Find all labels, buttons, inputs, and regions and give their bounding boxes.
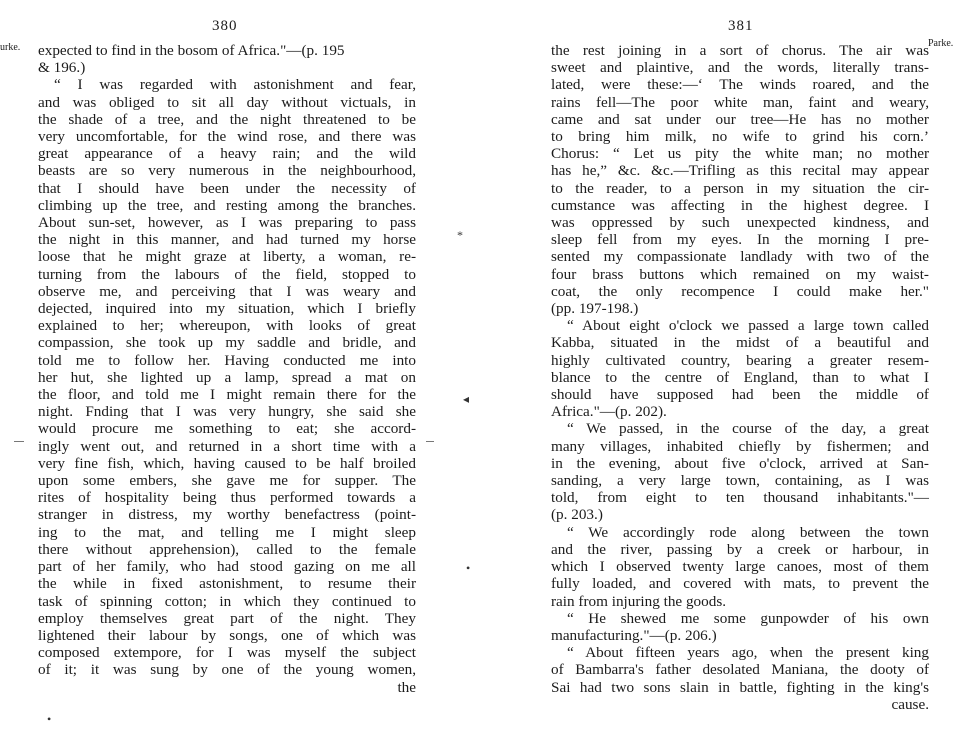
text-line: “ About eight o'clock we passed a large town called bbox=[567, 317, 929, 335]
text-line: “ We passed, in the course of the day, a great bbox=[567, 420, 929, 438]
text-line: beasts are so very numerous in the neighbourhood, bbox=[38, 162, 416, 180]
left-text-column bbox=[38, 42, 416, 696]
text-line: the rest joining in a sort of chorus. The air was bbox=[551, 42, 929, 59]
text-line: dejected, inquired into my situation, which I briefly bbox=[38, 300, 416, 318]
text-line: coat, the only recompence I could make her." bbox=[551, 282, 929, 300]
text-line: “ He shewed me some gunpowder of his own bbox=[567, 609, 929, 627]
text-line: in the evening, about five o'clock, arrived at San- bbox=[551, 454, 929, 472]
text-line: Kabba, situated in the midst of a beautiful and bbox=[551, 334, 929, 352]
text-line: very uncomfortable, for the wind rose, and there was bbox=[38, 128, 416, 146]
text-line: sented my compassionate landlady with two of the bbox=[551, 248, 929, 266]
footer-dot-mark: • bbox=[47, 712, 52, 726]
text-line: composed extempore, for I was myself the subject bbox=[38, 644, 416, 662]
text-line: lated, were these:—‘ The winds roared, and the bbox=[551, 76, 929, 94]
text-line: night. Fnding that I was very hungry, she said she bbox=[38, 403, 416, 421]
text-line: great appearance of a heavy rain; and the wild bbox=[38, 145, 416, 163]
text-line: the bbox=[397, 678, 416, 696]
text-line: was oppressed by such unexpected kindness, and bbox=[551, 214, 929, 232]
text-line: part of her family, who had stood gazing on me all bbox=[38, 558, 416, 576]
text-line: the while in fixed astonishment, to resume their bbox=[38, 575, 416, 593]
text-line: stranger in distress, my worthy benefactress (point- bbox=[38, 506, 416, 524]
text-line: sleep fell from my eyes. In the morning I pre- bbox=[551, 231, 929, 249]
right-page-number: 381 bbox=[728, 18, 754, 34]
text-line: ingly went out, and returned in a short time with a bbox=[38, 437, 416, 455]
text-line: employ themselves great part of the night. They bbox=[38, 609, 416, 627]
text-line: has he,” &c. &c.—Trifling as this recital may appear bbox=[551, 162, 929, 180]
text-line: cause. bbox=[891, 695, 929, 713]
text-line: upon some embers, she gave me for supper. The bbox=[38, 472, 416, 490]
text-line: the floor, and told me I might remain there for the bbox=[38, 386, 416, 404]
text-line: lightened their labour by songs, one of which was bbox=[38, 626, 416, 644]
text-line: loose that he might graze at liberty, a woman, re- bbox=[38, 248, 416, 266]
text-line: task of spinning cotton; in which they continued to bbox=[38, 592, 416, 610]
text-line: Sai had two sons slain in battle, fighting in the king's bbox=[551, 678, 929, 696]
text-line: the night in this manner, and had turned my horse bbox=[38, 231, 416, 249]
gutter-dash bbox=[426, 441, 434, 442]
text-line: ing to the mat, and telling me I might sleep bbox=[38, 523, 416, 541]
text-line: (p. 203.) bbox=[551, 506, 603, 524]
text-line: would procure me something to eat; she accord- bbox=[38, 420, 416, 438]
text-line: observe me, and perceiving that I was weary and bbox=[38, 282, 416, 300]
text-line: that I should have been under the necessity of bbox=[38, 179, 416, 197]
text-line: fully loaded, and covered with mats, to prevent the bbox=[551, 575, 929, 593]
text-line: sanding, a very large town, containing, as I was bbox=[551, 472, 929, 490]
text-line: (pp. 197-198.) bbox=[551, 300, 639, 318]
text-line: About sun-set, however, as I was preparing to pass bbox=[38, 214, 416, 232]
text-line: many villages, inhabited chiefly by fishermen; and bbox=[551, 437, 929, 455]
left-margin-note: urke. bbox=[0, 42, 21, 53]
text-line: of Bambarra's father desolated Maniana, the dooty of bbox=[551, 661, 929, 679]
text-line: four brass buttons which remained on my waist- bbox=[551, 265, 929, 283]
text-line: turning from the labours of the field, stopped to bbox=[38, 265, 416, 283]
text-line: the shade of a tree, and the night threatened to be bbox=[38, 110, 416, 128]
left-page-number: 380 bbox=[212, 18, 238, 34]
text-line: blance to the centre of England, than to what I bbox=[551, 368, 929, 386]
text-line: rites of hospitality being thus performed towards a bbox=[38, 489, 416, 507]
text-line: explained to her; whereupon, with looks of great bbox=[38, 317, 416, 335]
text-line: there without apprehension), called to the female bbox=[38, 540, 416, 558]
right-margin-note: Parke. bbox=[928, 38, 954, 49]
text-line: manufacturing."—(p. 206.) bbox=[551, 626, 717, 644]
right-text-column bbox=[551, 42, 929, 713]
text-line: told, from eight to ten thousand inhabitants."— bbox=[551, 489, 929, 507]
text-line: Africa."—(p. 202). bbox=[551, 403, 667, 421]
text-line: very fine fish, which, having caused to be half broiled bbox=[38, 454, 416, 472]
text-line: expected to find in the bosom of Africa."—(p. 195 bbox=[38, 42, 345, 59]
text-line: highly cultivated country, bearing a greater resem- bbox=[551, 351, 929, 369]
text-line: climbing up the tree, and resting among the branches. bbox=[38, 196, 416, 214]
text-line: told me to follow her. Having conducted me into bbox=[38, 351, 416, 369]
gutter-asterisk-mark: * bbox=[457, 228, 463, 242]
text-line: rain from injuring the goods. bbox=[551, 592, 727, 610]
text-line: cumstance was affecting in the highest degree. I bbox=[551, 196, 929, 214]
gutter-arrow-mark: ◂ bbox=[463, 392, 470, 406]
text-line: which I observed twenty large canoes, most of them bbox=[551, 558, 929, 576]
text-line: should have supposed had been the middle of bbox=[551, 386, 929, 404]
text-line: sweet and plaintive, and the words, literally trans- bbox=[551, 59, 929, 77]
text-line: her hut, she lighted up a lamp, spread a mat on bbox=[38, 368, 416, 386]
text-line: and was obliged to sit all day without victuals, in bbox=[38, 93, 416, 111]
text-line: of it; it was sung by one of the young women, bbox=[38, 661, 416, 679]
text-line: “ We accordingly rode along between the town bbox=[567, 523, 929, 541]
text-line: compassion, she took up my saddle and bridle, and bbox=[38, 334, 416, 352]
text-line: rains fell—The poor white man, faint and weary, bbox=[551, 93, 929, 111]
text-line: & 196.) bbox=[38, 59, 86, 77]
left-margin-dash bbox=[14, 441, 24, 442]
text-line: “ About fifteen years ago, when the present king bbox=[567, 644, 929, 662]
text-line: came and sat under our tree—He has no mother bbox=[551, 110, 929, 128]
text-line: to bring him milk, no wife to grind his corn.’ bbox=[551, 128, 929, 146]
text-line: and the river, passing by a creek or harbour, in bbox=[551, 540, 929, 558]
text-line: to the reader, to a person in my situation the cir- bbox=[551, 179, 929, 197]
text-line: “ I was regarded with astonishment and fear, bbox=[54, 76, 416, 94]
gutter-dot-mark: • bbox=[466, 561, 471, 575]
text-line: Chorus: “ Let us pity the white man; no mother bbox=[551, 145, 929, 163]
